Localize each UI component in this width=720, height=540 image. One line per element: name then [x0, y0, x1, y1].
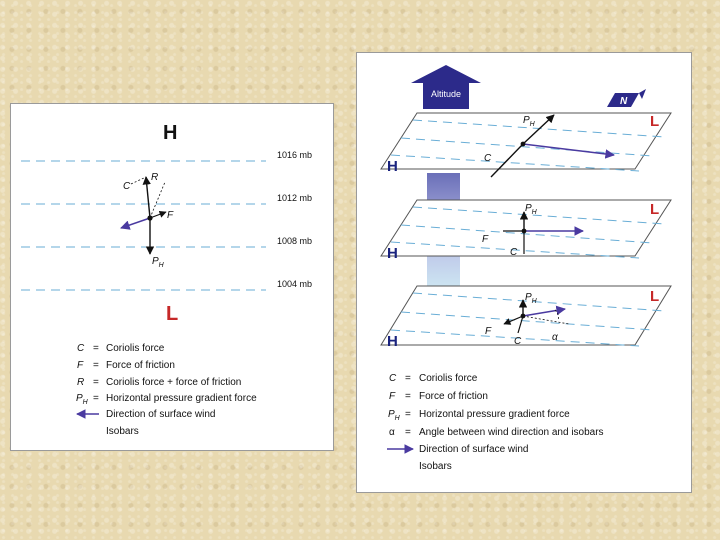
friction-label: F: [167, 210, 174, 221]
legend-equals: =: [405, 427, 411, 438]
legend-equals: =: [405, 391, 411, 402]
legend-symbol-f: F: [77, 360, 84, 371]
legend-text-coriolis: Coriolis force: [419, 373, 478, 384]
middle-friction-label: F: [482, 234, 489, 245]
legend-symbol-ph: $P_H$: [76, 393, 88, 406]
isobar-label-1012: 1012 mb: [277, 193, 313, 203]
legend-symbol-ph: $P_H$: [388, 409, 400, 422]
legend-text-resultant: Coriolis force + force of friction: [106, 377, 242, 388]
surface-coriolis-label: C: [514, 336, 522, 347]
legend-equals: =: [93, 393, 99, 404]
legend-text-angle: Angle between wind direction and isobars: [419, 427, 604, 438]
coriolis-component-dotted: [131, 177, 146, 184]
resultant-vector: [146, 177, 150, 218]
legend-text-surface-wind: Direction of surface wind: [419, 444, 529, 455]
legend-symbol-f: F: [389, 391, 396, 402]
isobar-label-1008: 1008 mb: [277, 236, 313, 246]
surface-parcel-dot: [521, 314, 526, 319]
upper-high-label: H: [387, 158, 398, 175]
middle-coriolis-label: C: [510, 247, 518, 258]
legend-equals: =: [405, 373, 411, 384]
left-diagram: [11, 104, 333, 450]
isobar-label-1016: 1016 mb: [277, 150, 313, 160]
legend-text-pressure-gradient: Horizontal pressure gradient force: [419, 409, 570, 420]
high-pressure-label: H: [163, 122, 178, 144]
resultant-label: R: [151, 172, 159, 183]
north-label: N: [620, 96, 628, 107]
legend-equals: =: [93, 343, 99, 354]
north-arrow-tip: [639, 89, 646, 99]
legend-text-isobars: Isobars: [419, 461, 452, 472]
legend-text-friction: Force of friction: [106, 360, 175, 371]
legend-equals: =: [93, 360, 99, 371]
legend-symbol-alpha: α: [389, 427, 395, 438]
legend-text-friction: Force of friction: [419, 391, 488, 402]
surface-ph-label: $P_H$: [525, 292, 537, 305]
surface-high-label: H: [387, 333, 398, 350]
altitude-arrow-icon: [411, 65, 481, 109]
middle-parcel-dot: [522, 229, 527, 234]
legend-text-isobars: Isobars: [106, 426, 139, 437]
middle-low-label: L: [650, 201, 660, 218]
surface-wind-arrow: [121, 218, 150, 228]
legend-text-surface-wind: Direction of surface wind: [106, 409, 216, 420]
legend-equals: =: [93, 377, 99, 388]
legend-symbol-c: C: [389, 373, 397, 384]
pressure-gradient-label: $P_H$: [152, 256, 164, 269]
legend-equals: =: [405, 409, 411, 420]
upper-low-label: L: [650, 113, 660, 130]
upper-ph-label: $P_H$: [523, 115, 535, 128]
legend-text-pressure-gradient: Horizontal pressure gradient force: [106, 393, 257, 404]
altitude-label: Altitude: [430, 89, 462, 99]
upper-coriolis-label: C: [484, 153, 492, 164]
right-diagram-panel: [356, 52, 692, 493]
middle-ph-label: $P_H$: [525, 203, 537, 216]
right-diagram: [357, 53, 691, 492]
air-parcel-dot: [147, 215, 152, 220]
legend-symbol-r: R: [77, 377, 85, 388]
legend-symbol-c: C: [77, 343, 85, 354]
legend-text-coriolis: Coriolis force: [106, 343, 165, 354]
isobar-label-1004: 1004 mb: [277, 279, 313, 289]
low-pressure-label: L: [166, 303, 179, 325]
upper-parcel-dot: [521, 142, 526, 147]
surface-friction-label: F: [485, 326, 492, 337]
surface-low-label: L: [650, 288, 660, 305]
middle-high-label: H: [387, 245, 398, 262]
left-diagram-panel: [10, 103, 334, 451]
coriolis-label: C: [123, 181, 131, 192]
surface-angle-label: α: [552, 332, 558, 343]
